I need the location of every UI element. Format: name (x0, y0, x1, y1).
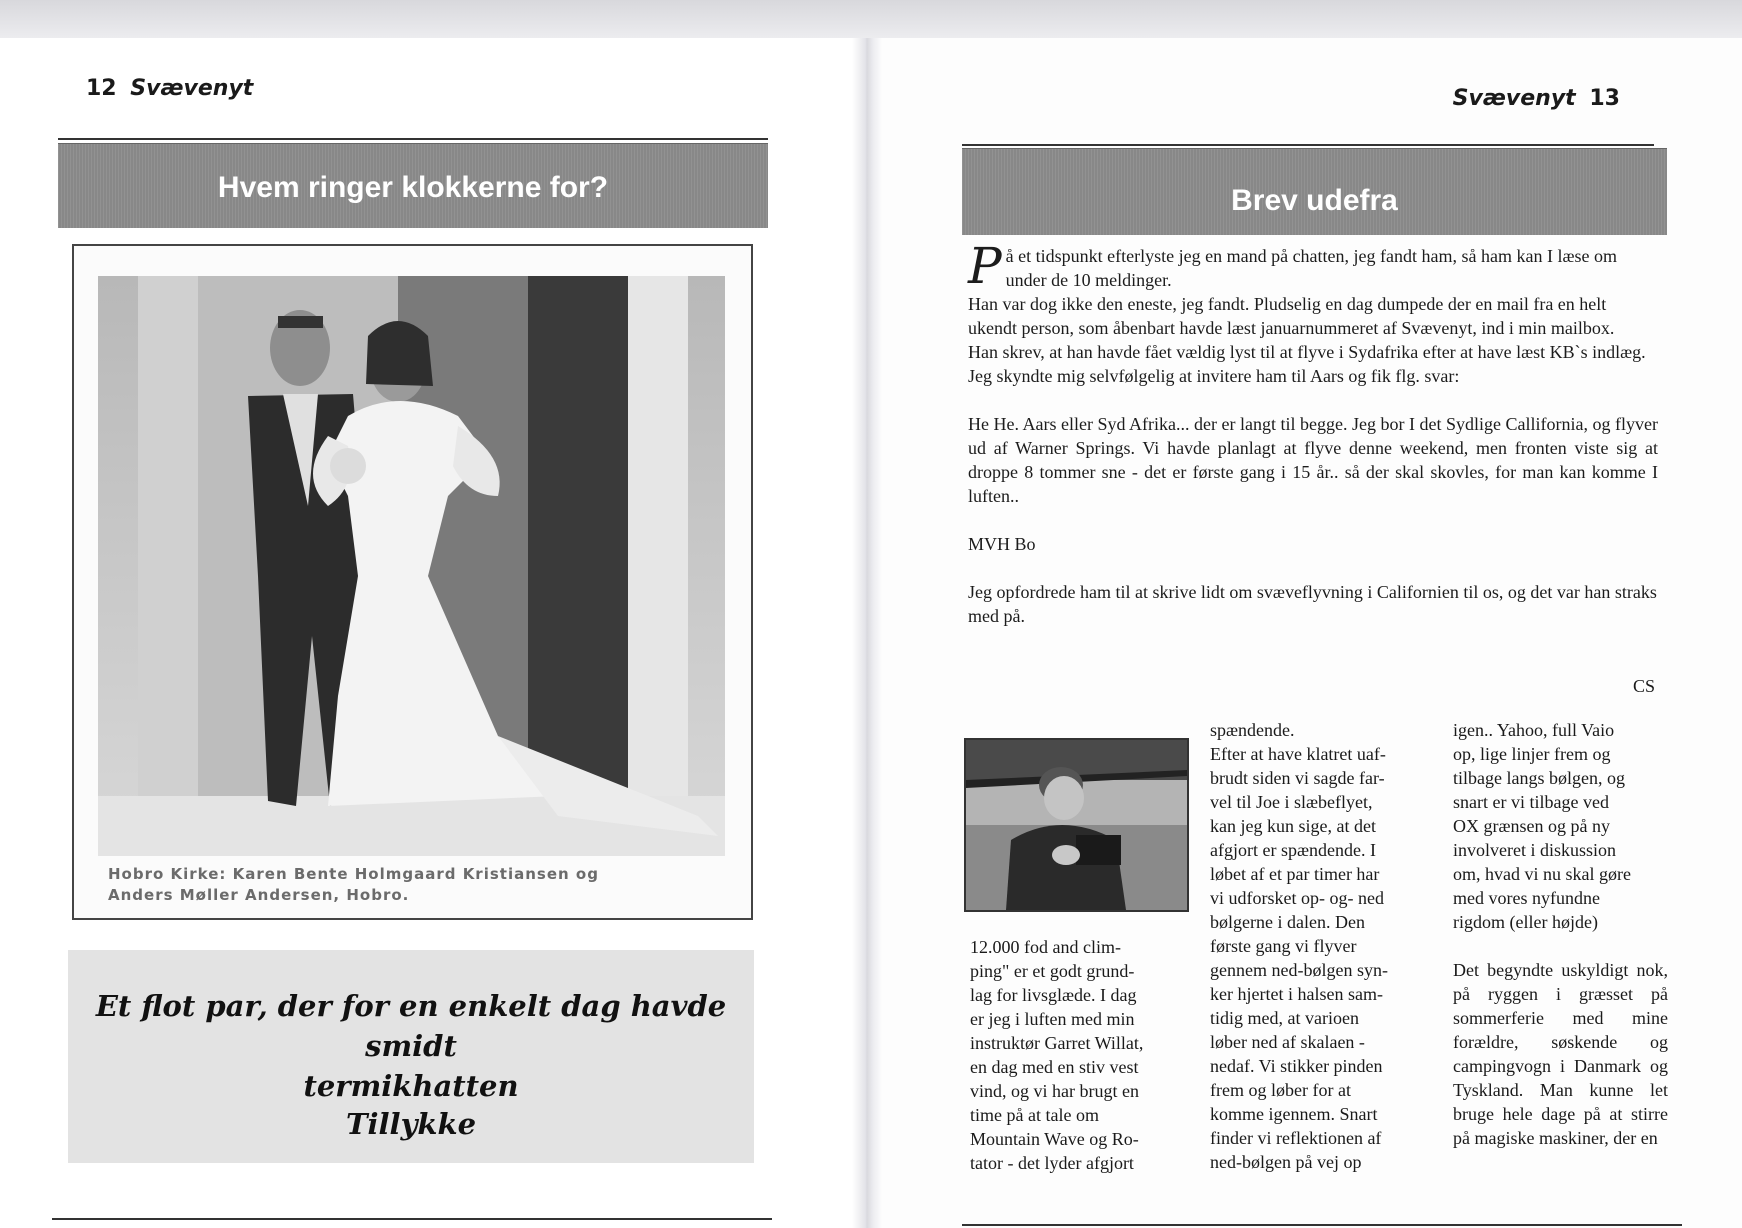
congratulation-line-1: Et flot par, der for en enkelt dag havde smidt (95, 989, 727, 1063)
right-page-header (1453, 86, 1626, 111)
congratulation-tillykke: Tillykke (345, 1107, 477, 1141)
drop-cap: P (968, 237, 1002, 295)
wedding-photo-frame (72, 244, 753, 920)
article-column-2 (1210, 718, 1425, 1174)
intro-paragraph-1 (968, 237, 1658, 295)
pilot-photo (964, 738, 1189, 912)
right-footer-rule (962, 1224, 1682, 1226)
intro-paragraph-4: Jeg skyndte mig selvfølgelig at invitere ham til Aars og fik flg. svar: (968, 366, 1460, 386)
intro-text-1: å et tidspunkt efterlyste jeg en mand på chatten, jeg fandt ham, så ham kan I læse om under de 10 meldinger. (1005, 246, 1617, 290)
column-3-text-b: Det begyndte uskyldigt nok, på ryggen i græsset på sommerferie med mine forældre, søskende og campingvogn i Danmark og Tyskland. Man kunne let bruge hele dage på at stirre på magiske maskiner, der en (1453, 960, 1668, 1148)
intro-paragraph-2: Han var dog ikke den eneste, jeg fandt. Pludselig en dag dumpede der en mail fra en helt ukendt person, som åbenbart havde læst januarnummeret af Svævenyt, ind i min mailbox. (968, 294, 1615, 338)
scan-edge (0, 0, 1742, 38)
congratulation-text (68, 986, 754, 1106)
left-article-banner: Hvem ringer klokkerne for? (58, 143, 768, 228)
article-column-3 (1453, 718, 1668, 1150)
left-page-header (80, 76, 253, 101)
caption-line-2: Anders Møller Andersen, Hobro. (108, 886, 410, 904)
right-magazine-name: Svævenyt (1452, 86, 1576, 111)
photo-caption (108, 864, 728, 906)
left-page-number: 12 (86, 76, 117, 101)
right-page-number: 13 (1589, 86, 1620, 111)
left-magazine-name: Svævenyt (130, 76, 254, 101)
quoted-reply: He He. Aars eller Syd Afrika... der er langt til begge. Jeg bor I det Sydlige Callifornia, og flyver ud af Warner Springs. Vi havde planlagt at flyve denne weekend, men fronten viste sig at droppe 8 tommer sne - det er første gang i 15 år.. så der skal skovles, for man kan komme I luften.. (968, 414, 1658, 506)
article-intro (968, 237, 1658, 628)
column-3-text-a: igen.. Yahoo, full Vaio op, lige linjer frem og tilbage langs bølgen, og snart er vi tilbage ved OX grænsen og på ny involveret i diskussion om, hvad vi nu skal gøre med vores nyfundne rigdom (eller højde) (1453, 720, 1631, 932)
intro-paragraph-3: Han skrev, at han havde fået vældig lyst til at flyve i Sydafrika efter at have læst KB`s indlæg. (968, 342, 1646, 362)
page-gutter (852, 38, 882, 1228)
caption-line-1: Hobro Kirke: Karen Bente Holmgaard Kristiansen og (108, 865, 599, 883)
congratulation-line-2: termikhatten (303, 1069, 519, 1103)
wedding-photo-image (98, 276, 725, 856)
congratulation-box (68, 950, 754, 1163)
left-footer-rule (52, 1218, 772, 1220)
left-header-rule (58, 138, 768, 140)
column-1-text: 12.000 fod and clim- ping" er et godt grund- lag for livsglæde. I dag er jeg i luften med min instruktør Garret Willat, en dag med en stiv vest vind, og vi har brugt en time på at tale om Mountain Wave og Ro- tator - det lyder afgjort (970, 937, 1144, 1173)
article-column-1 (970, 935, 1185, 1175)
column-2-text: spændende. Efter at have klatret uaf- brudt siden vi sagde far- vel til Joe i slæbeflyet, kan jeg kun sige, at det afgjort er spændende. I løbet af et par timer har vi udforsket op- og- ned bølgerne i dalen. Den første gang vi flyver gennem ned-bølgen syn- ker hjertet i halsen sam- tidig med, at varioen løber ned af skalaen - nedaf. Vi stikker pinden frem og løber for at komme igennem. Snart finder vi reflektionen af ned-bølgen på vej op (1210, 720, 1388, 1172)
right-header-rule (962, 144, 1654, 146)
wedding-photo (98, 276, 725, 856)
intro-paragraph-5: Jeg opfordrede ham til at skrive lidt om svæveflyvning i Californien til os, og det var han straks med på. (968, 582, 1657, 626)
right-article-banner: Brev udefra (962, 148, 1667, 235)
author-signature: CS (1632, 676, 1655, 696)
reply-sign-off: MVH Bo (968, 534, 1036, 554)
pilot-photo-image (966, 740, 1187, 910)
